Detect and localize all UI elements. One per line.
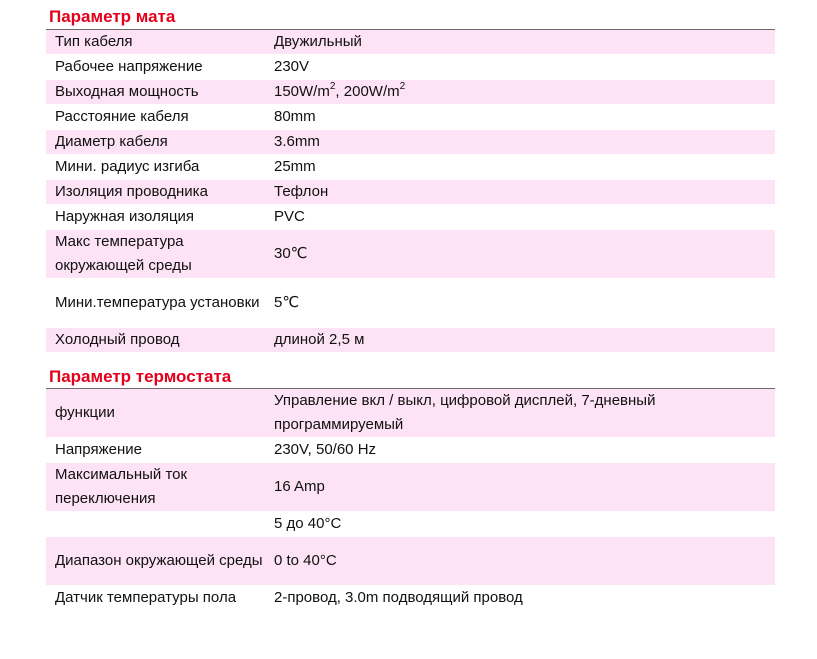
- param-value: 5 до 40°C: [265, 512, 775, 537]
- param-value: Тефлон: [265, 180, 775, 205]
- param-value: PVC: [265, 205, 775, 230]
- param-value: 230V, 50/60 Hz: [265, 438, 775, 463]
- table-row: [46, 130, 775, 155]
- table-row: [46, 55, 775, 80]
- param-value: [265, 80, 775, 105]
- thermostat-parameters-table: [46, 388, 775, 611]
- param-value: 16 Amp: [265, 463, 775, 512]
- table-row: [46, 537, 775, 586]
- power-value-part: 150W/m: [274, 83, 330, 100]
- table-row: [46, 327, 775, 352]
- param-value: 230V: [265, 55, 775, 80]
- table-row: [46, 80, 775, 105]
- table-row: [46, 438, 775, 463]
- param-label: Изоляция проводника: [46, 180, 265, 205]
- param-label: [46, 512, 265, 537]
- param-label: Диаметр кабеля: [46, 130, 265, 155]
- param-label: Диапазон окружающей среды: [46, 537, 265, 586]
- table-row: [46, 205, 775, 230]
- table-row: [46, 512, 775, 537]
- param-label: Выходная мощность: [46, 80, 265, 105]
- param-value: 25mm: [265, 155, 775, 180]
- table-row: [46, 105, 775, 130]
- param-label: Холодный провод: [46, 327, 265, 352]
- power-superscript: 2: [399, 81, 406, 92]
- param-label: Наружная изоляция: [46, 205, 265, 230]
- param-label: Расстояние кабеля: [46, 105, 265, 130]
- param-value: 3.6mm: [265, 130, 775, 155]
- mat-section-title: Параметр мата: [49, 7, 176, 26]
- param-label: Макс температура окружающей среды: [46, 230, 265, 279]
- param-label: Максимальный ток переключения: [46, 463, 265, 512]
- table-row: [46, 30, 775, 55]
- table-row: [46, 155, 775, 180]
- table-row: [46, 463, 775, 512]
- table-row: [46, 180, 775, 205]
- param-value: 30℃: [265, 230, 775, 279]
- param-label: Датчик температуры пола: [46, 585, 265, 610]
- param-label: функции: [46, 389, 265, 438]
- param-value: 2-провод, 3.0m подводящий провод: [265, 585, 775, 610]
- table-row: [46, 230, 775, 279]
- param-label: Тип кабеля: [46, 30, 265, 55]
- param-value: 80mm: [265, 105, 775, 130]
- param-value: Управление вкл / выкл, цифровой дисплей, 7-дневный программируемый: [265, 389, 775, 438]
- param-label: Рабочее напряжение: [46, 55, 265, 80]
- thermostat-section-title: Параметр термостата: [49, 367, 232, 386]
- mat-parameters-table: [46, 29, 775, 353]
- param-label: Напряжение: [46, 438, 265, 463]
- table-row: [46, 585, 775, 610]
- param-value: Двужильный: [265, 30, 775, 55]
- table-row: [46, 279, 775, 328]
- param-value: длиной 2,5 м: [265, 327, 775, 352]
- param-label: Мини.температура установки: [46, 279, 265, 328]
- power-superscript: 2: [329, 81, 336, 92]
- param-value: 0 to 40°C: [265, 537, 775, 586]
- power-value-part: , 200W/m: [335, 83, 400, 100]
- param-label: Мини. радиус изгиба: [46, 155, 265, 180]
- param-value: 5℃: [265, 279, 775, 328]
- table-row: [46, 389, 775, 438]
